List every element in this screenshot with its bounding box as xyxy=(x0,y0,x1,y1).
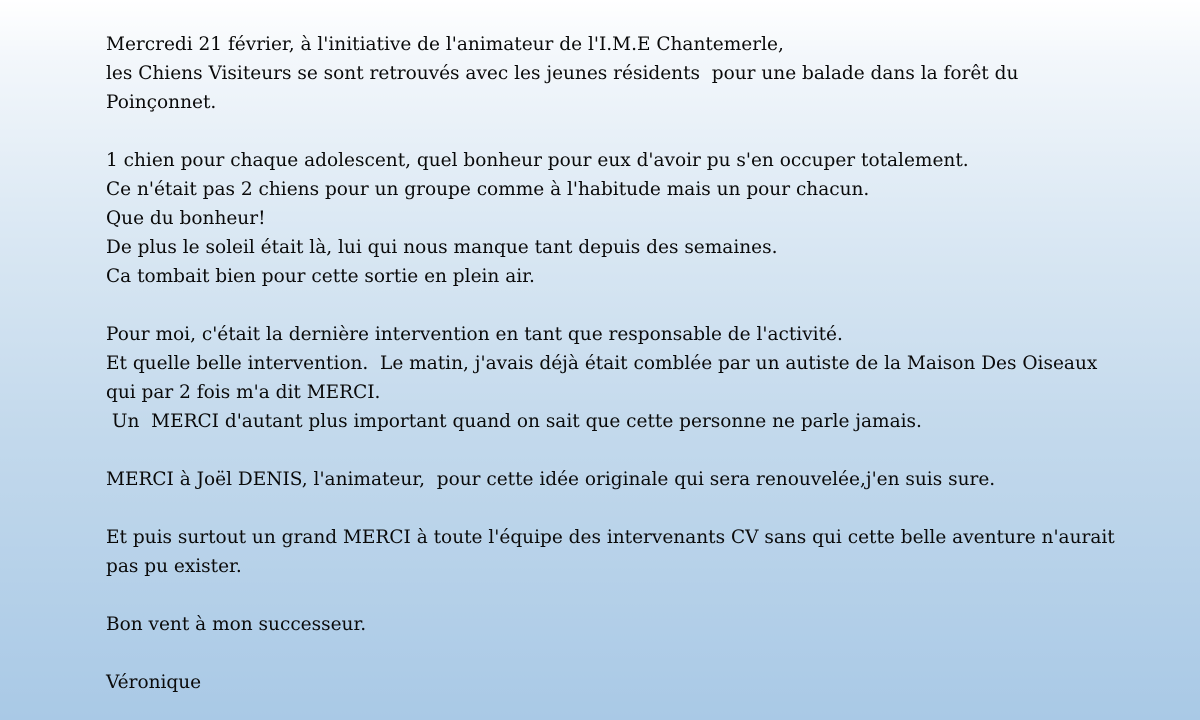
paragraph-gap xyxy=(106,117,1166,146)
paragraph-gap xyxy=(106,581,1166,610)
para2-line-3: Que du bonheur! xyxy=(106,208,266,229)
para5-line-1: Et puis surtout un grand MERCI à toute l'équipe des intervenants CV sans qui cette belle aventure n'aurait xyxy=(106,527,1115,548)
para3-line-3: qui par 2 fois m'a dit MERCI. xyxy=(106,382,381,403)
para2-line-1: 1 chien pour chaque adolescent, quel bonheur pour eux d'avoir pu s'en occuper totalement. xyxy=(106,150,969,171)
intro-line-1: Mercredi 21 février, à l'initiative de l'animateur de l'I.M.E Chantemerle, xyxy=(106,34,784,55)
intro-line-2: les Chiens Visiteurs se sont retrouvés avec les jeunes résidents pour une balade dans la forêt du xyxy=(106,63,1019,84)
para2-line-2: Ce n'était pas 2 chiens pour un groupe comme à l'habitude mais un pour chacun. xyxy=(106,179,870,200)
para3-line-2: Et quelle belle intervention. Le matin, j'avais déjà était comblée par un autiste de la Maison Des Oiseaux xyxy=(106,353,1098,374)
para4-line-1: MERCI à Joël DENIS, l'animateur, pour cette idée originale qui sera renouvelée,j'en suis sure. xyxy=(106,469,996,490)
paragraph-gap xyxy=(106,436,1166,465)
para2-line-4: De plus le soleil était là, lui qui nous manque tant depuis des semaines. xyxy=(106,237,778,258)
intro-line-3: Poinçonnet. xyxy=(106,92,217,113)
para2-line-5: Ca tombait bien pour cette sortie en plein air. xyxy=(106,266,535,287)
para5-line-2: pas pu exister. xyxy=(106,556,242,577)
para3-line-4: Un MERCI d'autant plus important quand on sait que cette personne ne parle jamais. xyxy=(106,411,922,432)
paragraph-gap xyxy=(106,494,1166,523)
letter-body xyxy=(106,30,1166,697)
para3-line-1: Pour moi, c'était la dernière intervention en tant que responsable de l'activité. xyxy=(106,324,843,345)
closing-line: Bon vent à mon successeur. xyxy=(106,614,367,635)
signature: Véronique xyxy=(106,672,202,693)
paragraph-gap xyxy=(106,291,1166,320)
paragraph-gap xyxy=(106,639,1166,668)
